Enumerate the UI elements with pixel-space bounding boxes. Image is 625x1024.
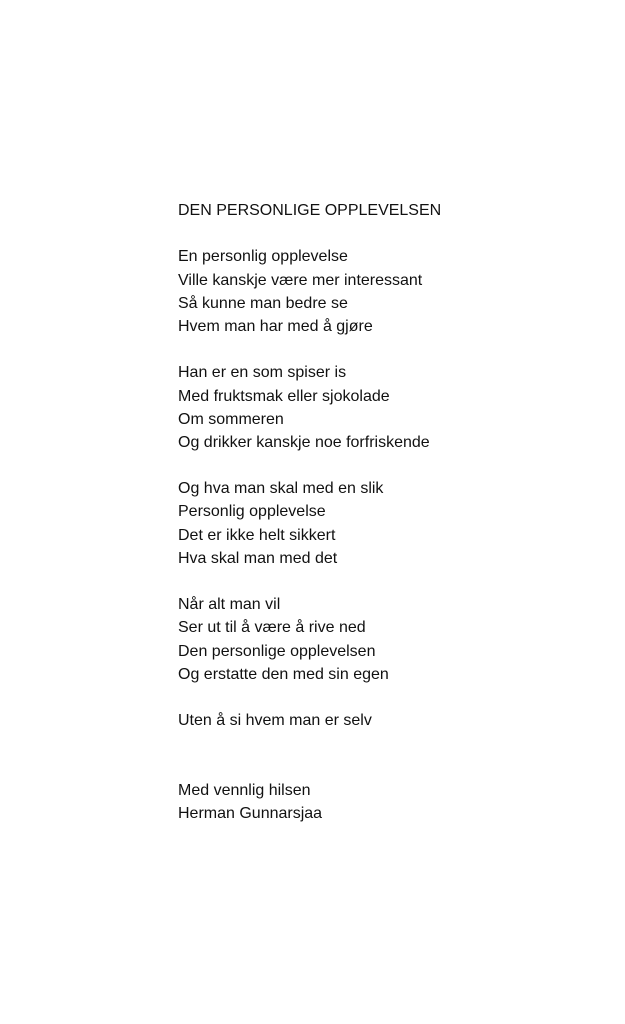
poem-line: Hvem man har med å gjøre [178,317,373,335]
stanza-4 [178,593,598,686]
poem-line: Om sommeren [178,410,284,428]
stanza-3 [178,477,598,570]
poem-line: Og drikker kanskje noe forfriskende [178,433,430,451]
poem-line: Personlig opplevelse [178,503,326,521]
poem-title: DEN PERSONLIGE OPPLEVELSEN [178,202,442,219]
stanza-1 [178,245,598,338]
stanza-2 [178,361,598,454]
poem-line: Hva skal man med det [178,549,338,567]
poem-line: Når alt man vil [178,596,281,614]
poem-line: Han er en som spiser is [178,364,347,382]
poem-line: Den personlige opplevelsen [178,642,376,660]
poem-closing-line: Uten å si hvem man er selv [178,712,372,730]
poem-line: Ser ut til å være å rive ned [178,619,366,637]
poem-line: En personlig opplevelse [178,248,348,266]
poem-line: Så kunne man bedre se [178,294,348,312]
signature-block [178,779,598,825]
poem-line: Med fruktsmak eller sjokolade [178,387,390,405]
poem-line: Og hva man skal med en slik [178,480,384,498]
poem-line: Det er ikke helt sikkert [178,526,336,544]
poem-page [178,199,598,825]
signature-greeting: Med vennlig hilsen [178,781,311,799]
signature-name: Herman Gunnarsjaa [178,804,323,822]
poem-line: Ville kanskje være mer interessant [178,271,423,289]
poem-line: Og erstatte den med sin egen [178,665,389,683]
